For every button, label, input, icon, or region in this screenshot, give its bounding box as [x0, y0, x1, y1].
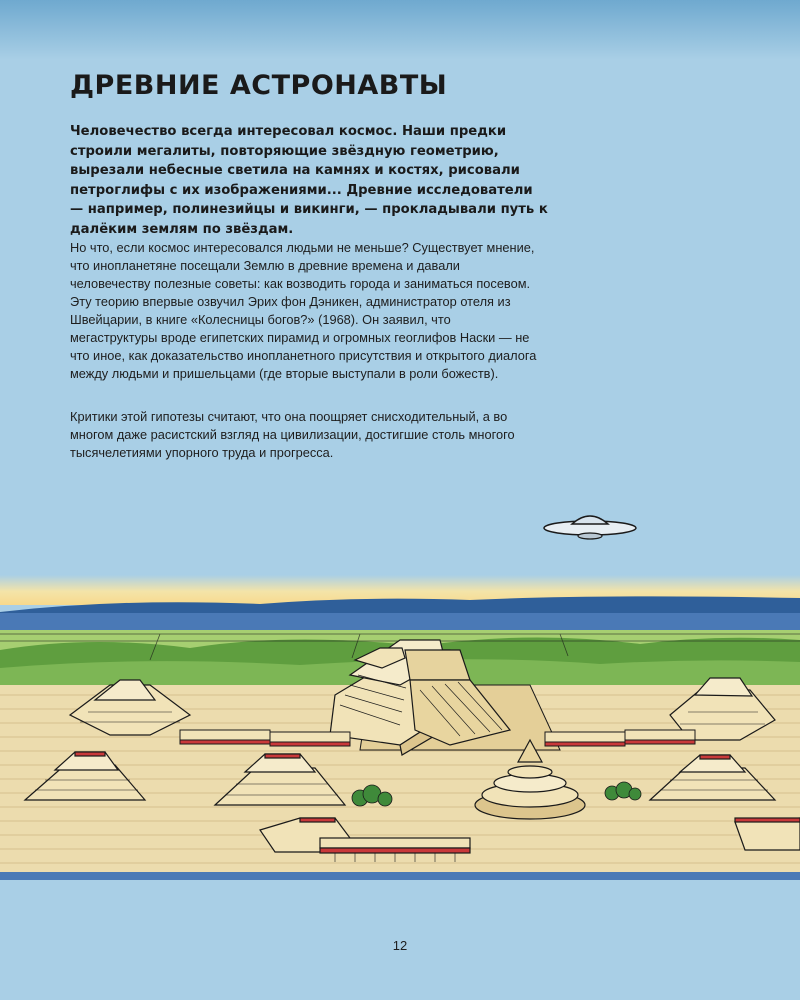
- body-paragraph-2: Критики этой гипотезы считают, что она поощряет снисходительный, а во многом даже расистский взгляд на цивилизации, достигшие столь многого тысячелетиями упорного труда и прогресса.: [70, 409, 515, 460]
- ufo-icon: [544, 516, 636, 539]
- body-paragraph-1: Но что, если космос интересовался людьми не меньше? Существует мнение, что инопланетяне посещали Землю в древние времена и давали человечеству полезные советы: как возводить города и заниматься посевом. Эту теорию впервые озвучил Эрих фон Дэникен, администратор отеля из Швейцарии, в книге «Колесницы богов?» (1968). Он заявил, что мегаструктуры вроде египетских пирамид и огромных геоглифов Наски — не что иное, как доказательство инопланетного присутствия и открытого диалога между людьми и пришельцами (где вторые выступали в роли божеств).: [70, 240, 537, 381]
- lead-paragraph: Человечество всегда интересовал космос. Наши предки строили мегалиты, повторяющие звёздную геометрию, вырезали небесные светила на камнях и костях, рисовали петроглифы с их изображениями... Древние исследователи — например, полинезийцы и викинги, — прокладывали путь к далёким землям по звёздам.: [70, 124, 548, 237]
- ancient-city-illustration: [0, 500, 800, 910]
- page-number: 12: [392, 938, 408, 953]
- page-title: ДРЕВНИЕ АСТРОНАВТЫ: [70, 70, 448, 101]
